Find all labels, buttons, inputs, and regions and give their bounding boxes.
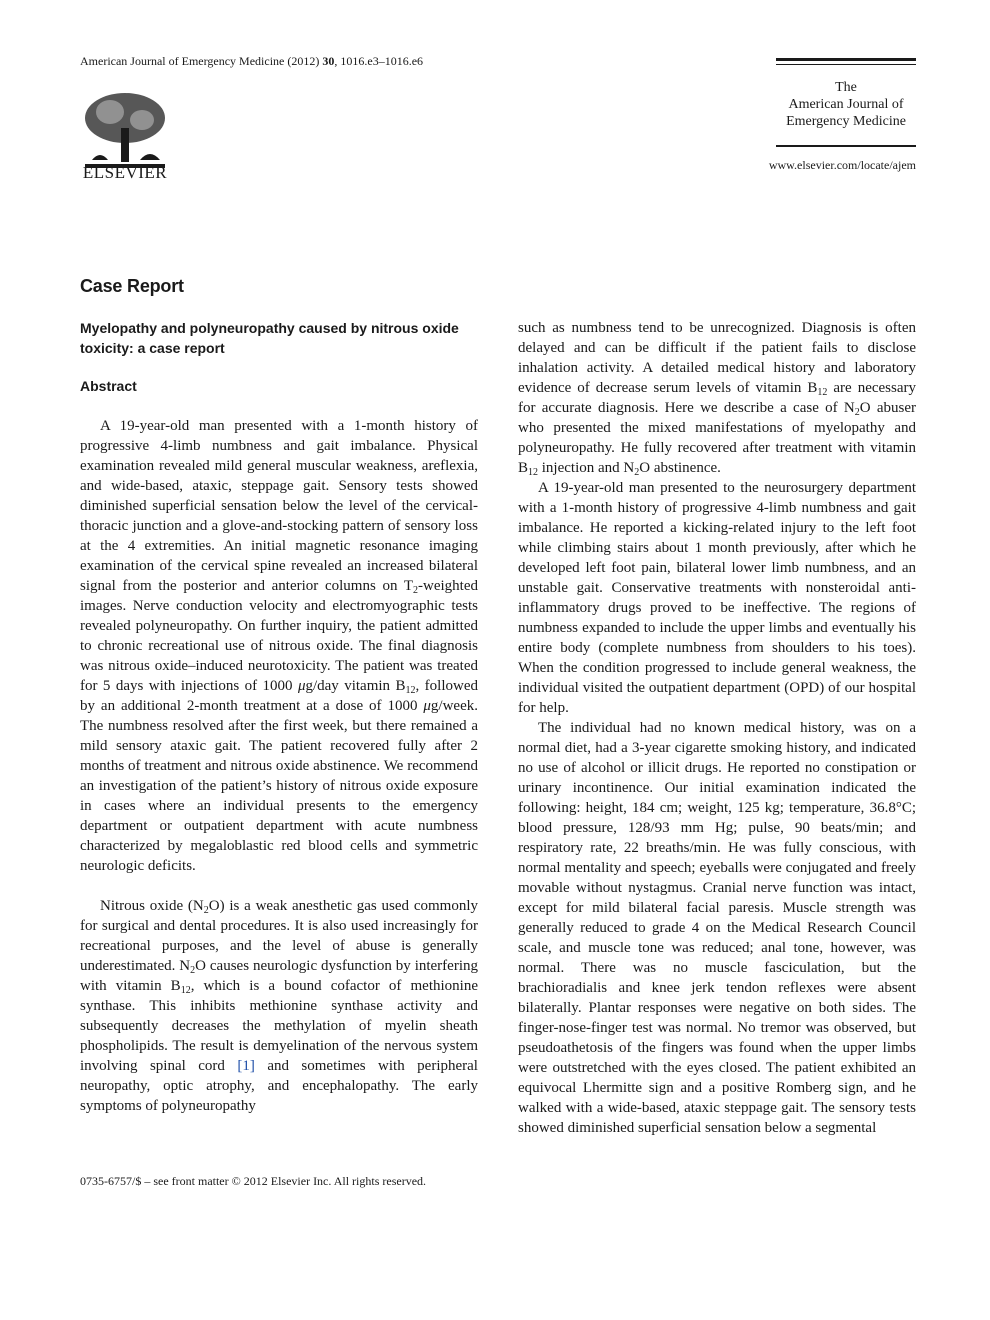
abstract-paragraph: A 19-year-old man presented with a 1-month history of progressive 4-limb numbness and gait imbalance. Physical examination revealed mild general muscular weakness, areflexia, and wide-based, ataxic, steppage gait. Sensory tests showed diminished superficial sensation below the level of the cervical-thoracic junction and a glove-and-stocking pattern of sensory loss at the 4 extremities. An initial magnetic resonance imaging examination of the cervical spine revealed an increased bilateral signal from the posterior and anterior columns on $T_2$-weighted images. Nerve conduction velocity and electromyographic tests revealed polyneuropathy. On further inquiry, the patient admitted to chronic recreational use of nitrous oxide. The final diagnosis was nitrous oxide–induced neurotoxicity. The patient was treated for 5 days with injections of 1000 μg/day vitamin $B_{12}$, followed by an additional 2-month treatment at a dose of 1000 μg/week. The numbness resolved after the first week, but there remained a mild sensory ataxic gait. The patient recovered fully after 2 months of treatment and nitrous oxide abstinence. We recommend an investigation of the patient’s history of nitrous oxide exposure in cases where an individual presents to the emergency department or outpatient department with acute numbness characterized by megaloblastic red blood cells and symmetric neurologic deficits. [80, 418, 478, 874]
section-label: Case Report [80, 276, 184, 296]
journal-citation: American Journal of Emergency Medicine (2012) 30, 1016.e3–1016.e6 [80, 54, 424, 68]
case-paragraph-2: The individual had no known medical history, was on a normal diet, had a 3-year cigarette smoking history, and indicated no use of alcohol or illicit drugs. He reported no constipation or urinary incontinence. Our initial examination indicated the following: height, 184 cm; weight, 125 kg; temperature, 36.8°C; blood pressure, 128/93 mm Hg; pulse, 90 beats/min; and respiratory rate, 22 breaths/min. He was fully conscious, with normal mentality and speech; eyeballs were conjugated and freely movable without nystagmus. Cranial nerve function was intact, except for mild bilateral facial paresis. Muscle strength was generally reduced to grade 4 on the Medical Research Council scale, and muscle tone was reduced; anal tone, however, was normal. There was no muscle fasciculation, but the brachioradialis and knee jerk tendon reflexes were absent bilaterally. Plantar responses were negative on both sides. The finger-nose-finger test was normal. No tremor was observed, but pseudoathetosis of the fingers was found when the upper limbs were outstretched with the eyes closed. The patient exhibited an equivocal Lhermitte sign and a positive Romberg sign, and he walked with a wide-based, ataxic steppage gait. The sensory tests showed diminished superficial sensation below a segmental [518, 720, 916, 1136]
intro-continued-paragraph: such as numbness tend to be unrecognized. Diagnosis is often delayed and can be difficult if the patient fails to disclose inhalation activity. A detailed medical history and laboratory evidence of decrease serum levels of vitamin $B_{12}$ are necessary for accurate diagnosis. Here we describe a case of $N_2O$ abuser who presented the mixed manifestations of myelopathy and polyneuropathy. He fully recovered after treatment with vitamin $B_{12}$ injection and $N_2O$ abstinence. [518, 320, 917, 478]
abstract-heading: Abstract [80, 378, 137, 394]
journal-url-link[interactable]: www.elsevier.com/locate/ajem [768, 158, 916, 172]
journal-title: The American Journal of Emergency Medicine [786, 80, 906, 129]
reference-link[interactable]: [1] [237, 1058, 255, 1074]
citation-volume: 30 [322, 54, 335, 68]
left-column [80, 318, 478, 1116]
header-rule-thin [776, 64, 916, 65]
publisher-name: ELSEVIER [82, 163, 168, 182]
header-rule [776, 58, 916, 61]
case-paragraph-1: A 19-year-old man presented to the neurosurgery department with a 1-month history of progressive 4-limb numbness and gait imbalance. He reported a kicking-related injury to the left foot while climbing stairs about 1 month previously, after which he developed left foot pain, bilateral lower limb numbness, and an unstable gait. Conservative treatments with nonsteroidal anti-inflammatory drugs proved to be ineffective. The regions of numbness expanded to include the upper limbs and eventually his entire body (complete numbness from shoulders to his toes). When the condition progressed to include general weakness, the individual visited the outpatient department (OPD) of our hospital for help. [518, 480, 916, 716]
intro-paragraph: Nitrous oxide $(N_2O)$ is a weak anesthetic gas used commonly for surgical and dental procedures. It is also used increasingly for recreational purposes, and the level of abuse is generally underestimated. $N_2O$ causes neurologic dysfunction by interfering with vitamin $B_{12}$, which is a bound cofactor of methionine synthase. This inhibits methionine synthase activity and subsequently decreases the methylation of myelin sheath phospholipids. The result is demyelination of the nervous system involving spinal cord [1] and sometimes with peripheral neuropathy, optic atrophy, and encephalopathy. The early symptoms of polyneuropathy [80, 898, 479, 1114]
copyright-footnote: 0735-6757/$ – see front matter © 2012 Elsevier Inc. All rights reserved. [80, 1174, 427, 1188]
header-rule-bottom [776, 145, 916, 147]
right-column [518, 318, 916, 1138]
article-title: Myelopathy and polyneuropathy caused by nitrous oxide toxicity: a case report [80, 320, 459, 356]
